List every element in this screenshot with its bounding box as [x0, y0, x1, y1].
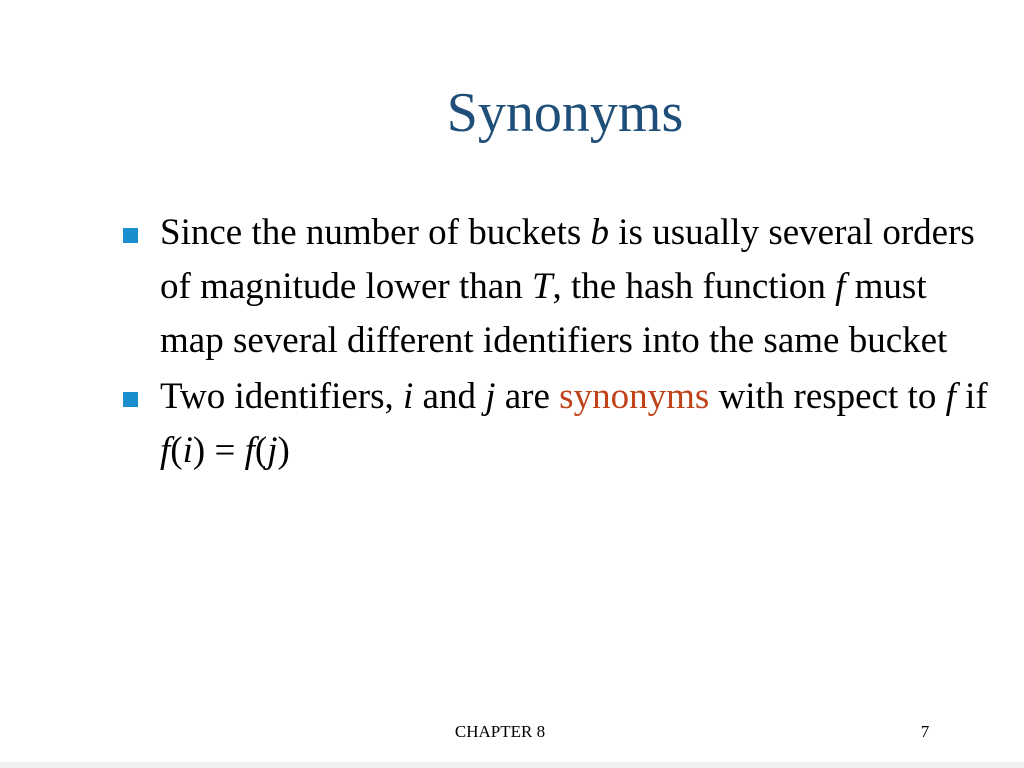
variable-j: j — [267, 430, 278, 471]
variable-b: b — [590, 212, 610, 253]
square-bullet-icon — [123, 392, 138, 407]
footer-chapter-label: CHAPTER 8 — [454, 722, 546, 741]
bullet-text-part: ( — [170, 430, 183, 471]
bullet-text-part: with respect to — [709, 376, 946, 417]
bullet-item — [118, 370, 998, 478]
variable-i: i — [403, 376, 414, 417]
bullet-text-part: Two identifiers, — [160, 376, 403, 417]
bullet-text-part: must map several different identifiers into the same bucket — [160, 266, 948, 361]
bullet-text — [160, 376, 988, 471]
bottom-divider — [0, 762, 1024, 768]
variable-f: f — [945, 376, 956, 417]
variable-f: f — [160, 430, 171, 471]
square-bullet-icon — [123, 228, 138, 243]
bullet-text — [160, 212, 975, 361]
bullet-item — [118, 206, 998, 368]
bullet-text-part: ) — [277, 430, 290, 471]
bullet-text-part: are — [495, 376, 560, 417]
bullet-text-part: is usually several orders of magnitude lower than — [160, 212, 975, 307]
variable-i: i — [182, 430, 193, 471]
variable-f: f — [835, 266, 846, 307]
variable-f: f — [244, 430, 255, 471]
bullet-text-part: and — [413, 376, 486, 417]
bullet-text-part: ( — [254, 430, 268, 471]
highlighted-term: synonyms — [559, 376, 710, 417]
bullet-text-part: ) = — [192, 430, 245, 471]
bullet-text-part: Since the number of buckets — [160, 212, 591, 253]
page-number: 7 — [920, 722, 930, 741]
bullet-list — [118, 206, 998, 480]
variable-t: T — [531, 266, 553, 307]
variable-j: j — [485, 376, 496, 417]
bullet-text-part: , the hash function — [552, 266, 836, 307]
bullet-text-part: if — [955, 376, 988, 417]
slide-title: Synonyms — [446, 82, 684, 144]
